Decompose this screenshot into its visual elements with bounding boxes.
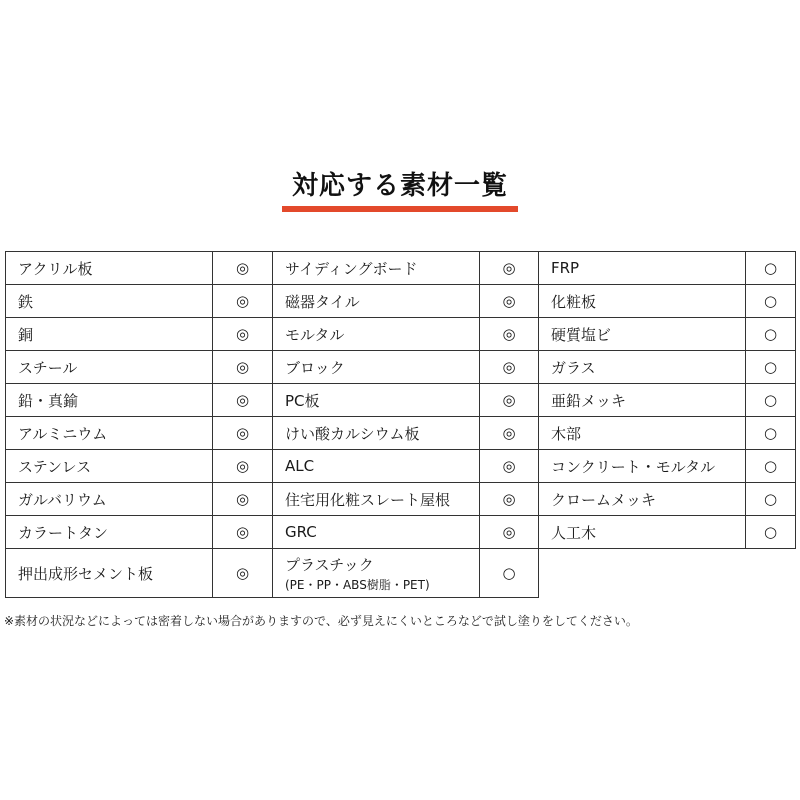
compatibility-mark: ◎ bbox=[480, 516, 539, 549]
table-row bbox=[6, 351, 796, 384]
material-name: 亜鉛メッキ bbox=[539, 384, 746, 417]
compatibility-mark: ○ bbox=[746, 351, 796, 384]
compatibility-mark: ◎ bbox=[213, 450, 273, 483]
material-name-sub: (PE・PP・ABS樹脂・PET) bbox=[285, 577, 430, 592]
material-name: ステンレス bbox=[6, 450, 213, 483]
compatibility-mark: ◎ bbox=[480, 351, 539, 384]
title-underline bbox=[282, 206, 518, 212]
compatibility-mark: ◎ bbox=[480, 384, 539, 417]
compatibility-mark: ◎ bbox=[480, 417, 539, 450]
material-name: 押出成形セメント板 bbox=[6, 549, 213, 598]
table-row bbox=[6, 483, 796, 516]
table-row bbox=[6, 516, 796, 549]
materials-table-body bbox=[6, 252, 796, 598]
material-name: 磁器タイル bbox=[273, 285, 480, 318]
compatibility-mark: ◎ bbox=[480, 450, 539, 483]
compatibility-mark: ◎ bbox=[213, 285, 273, 318]
table-row bbox=[6, 252, 796, 285]
table-row bbox=[6, 384, 796, 417]
footnote: ※素材の状況などによっては密着しない場合がありますので、必ず見えにくいところなどで試し塗りをしてください。 bbox=[4, 614, 638, 628]
material-name bbox=[273, 549, 480, 598]
compatibility-mark: ◎ bbox=[213, 483, 273, 516]
material-name: カラートタン bbox=[6, 516, 213, 549]
table-row bbox=[6, 318, 796, 351]
page-title bbox=[282, 165, 518, 206]
table-row bbox=[6, 285, 796, 318]
material-name: 鉛・真鍮 bbox=[6, 384, 213, 417]
materials-table bbox=[5, 251, 796, 598]
material-name: サイディングボード bbox=[273, 252, 480, 285]
compatibility-mark: ◎ bbox=[213, 351, 273, 384]
material-name: コンクリート・モルタル bbox=[539, 450, 746, 483]
material-name: クロームメッキ bbox=[539, 483, 746, 516]
material-name: PC板 bbox=[273, 384, 480, 417]
compatibility-mark: ◎ bbox=[213, 549, 273, 598]
compatibility-mark: ◎ bbox=[480, 483, 539, 516]
material-name: アクリル板 bbox=[6, 252, 213, 285]
title-wrap bbox=[0, 165, 800, 206]
compatibility-mark: ◎ bbox=[213, 417, 273, 450]
material-name: ガルバリウム bbox=[6, 483, 213, 516]
compatibility-mark: ◎ bbox=[480, 285, 539, 318]
material-name: 人工木 bbox=[539, 516, 746, 549]
table-row bbox=[6, 549, 796, 598]
compatibility-mark: ○ bbox=[746, 318, 796, 351]
material-name: 木部 bbox=[539, 417, 746, 450]
compatibility-mark: ○ bbox=[746, 450, 796, 483]
material-name: ALC bbox=[273, 450, 480, 483]
table-row bbox=[6, 417, 796, 450]
material-name: 鉄 bbox=[6, 285, 213, 318]
empty-cell bbox=[539, 549, 796, 598]
compatibility-mark: ○ bbox=[746, 285, 796, 318]
table-row bbox=[6, 450, 796, 483]
compatibility-mark: ◎ bbox=[213, 252, 273, 285]
material-name: アルミニウム bbox=[6, 417, 213, 450]
material-name: けい酸カルシウム板 bbox=[273, 417, 480, 450]
material-name: モルタル bbox=[273, 318, 480, 351]
compatibility-mark: ○ bbox=[746, 483, 796, 516]
compatibility-mark: ◎ bbox=[480, 318, 539, 351]
compatibility-mark: ○ bbox=[480, 549, 539, 598]
compatibility-mark: ○ bbox=[746, 417, 796, 450]
material-name: ガラス bbox=[539, 351, 746, 384]
compatibility-mark: ◎ bbox=[213, 318, 273, 351]
material-name: GRC bbox=[273, 516, 480, 549]
compatibility-mark: ○ bbox=[746, 384, 796, 417]
material-name: 銅 bbox=[6, 318, 213, 351]
material-name: スチール bbox=[6, 351, 213, 384]
compatibility-mark: ◎ bbox=[213, 516, 273, 549]
material-name: FRP bbox=[539, 252, 746, 285]
material-name: ブロック bbox=[273, 351, 480, 384]
material-name-main: プラスチック bbox=[285, 555, 374, 574]
material-name: 住宅用化粧スレート屋根 bbox=[273, 483, 480, 516]
compatibility-mark: ○ bbox=[746, 516, 796, 549]
compatibility-mark: ◎ bbox=[480, 252, 539, 285]
compatibility-mark: ◎ bbox=[213, 384, 273, 417]
compatibility-mark: ○ bbox=[746, 252, 796, 285]
material-name: 硬質塩ビ bbox=[539, 318, 746, 351]
material-name: 化粧板 bbox=[539, 285, 746, 318]
page-title-text: 対応する素材一覧 bbox=[291, 171, 508, 201]
